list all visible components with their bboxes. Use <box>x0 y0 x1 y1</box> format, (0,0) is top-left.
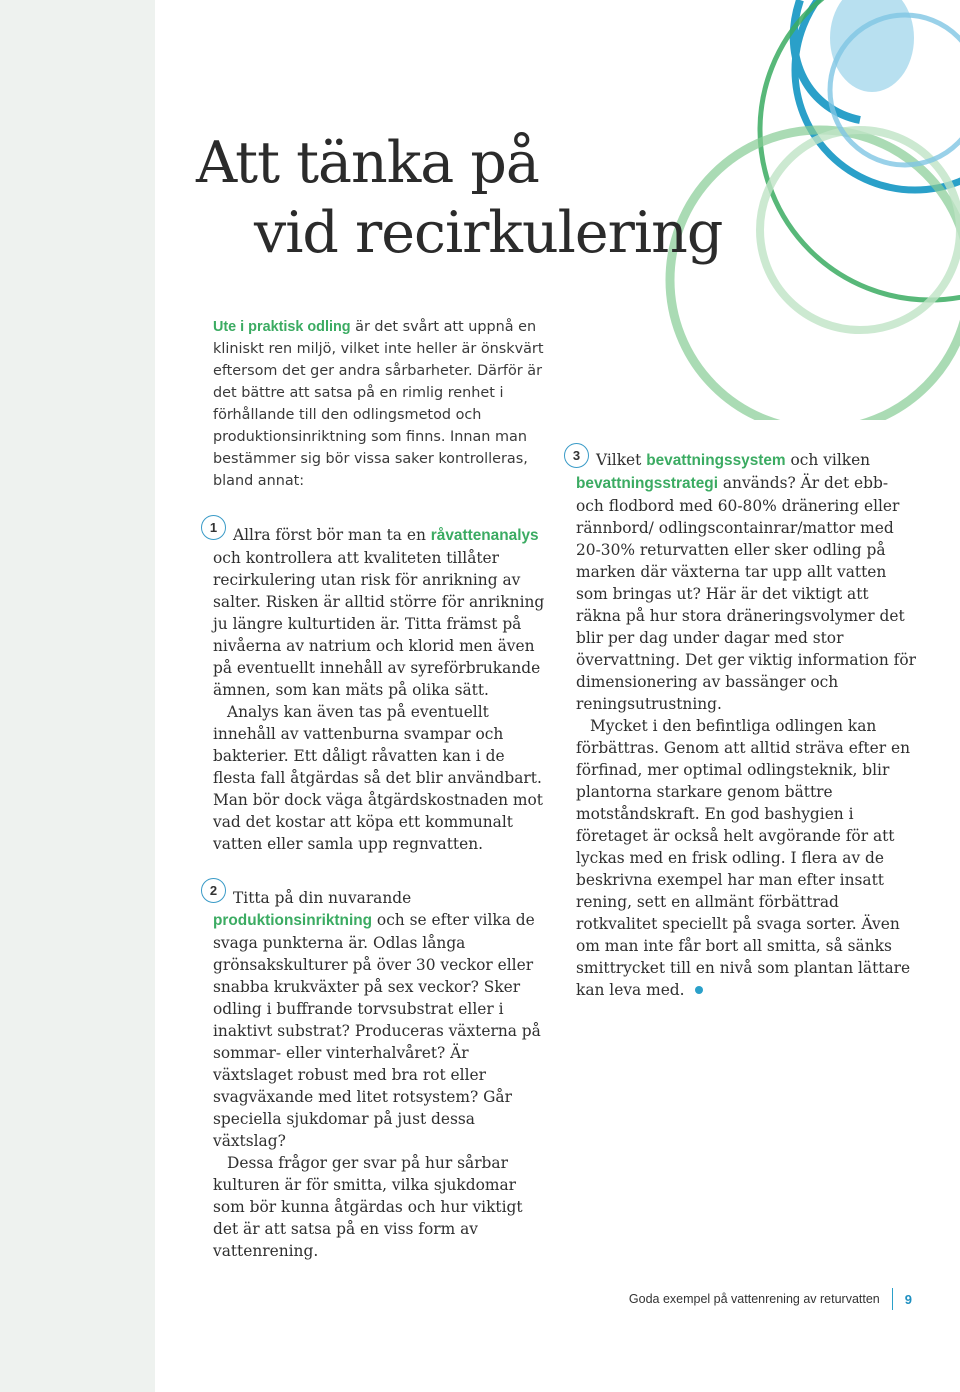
page-number: 9 <box>904 1291 912 1307</box>
title-line-2: vid recirkulering <box>254 200 723 266</box>
section-1-post: och kontrollera att kvaliteten tillåter recirkulering utan risk för anrikning av salter. Risken är alltid större för anrikning ju längre kulturtiden är. Titta främst på nivåerna av natrium och klorid men även på eventuellt innehåll av syreförbrukande ämnen, som kan mäts på olika sätt. <box>213 549 545 699</box>
end-mark-dot-icon <box>695 986 703 994</box>
section-3-keyword-1: bevattningssystem <box>646 452 786 469</box>
section-2-number-badge: 2 <box>201 878 226 903</box>
intro-paragraph <box>213 316 551 492</box>
left-column <box>209 316 551 1262</box>
footer-divider <box>892 1288 893 1310</box>
right-column <box>572 448 916 1001</box>
intro-text: är det svårt att uppnå en kliniskt ren miljö, vilket inte heller är önskvärt eftersom det ger andra sårbarheter. Därför är det bättre att satsa på en rimlig renhet i förhållande till den odlingsmetod och produktionsinriktning som finns. Innan man bestämmer sig bör vissa saker kontrolleras, bland annat: <box>213 319 544 489</box>
section-3-paragraph-1 <box>576 449 916 715</box>
section-1-paragraph-1 <box>213 524 551 701</box>
section-3-post: används? Är det ebb- och flodbord med 60-80% dränering eller rännbord/ odlingscontainrar/mattor med 20-30% returvatten eller sker odling på marken där växterna tar upp allt vatten som bringas ut? Här är det viktigt att räkna på hur stora dräneringsvolymer det blir per dag under dagar med stor övervattning. Det ger viktig information för dimensionering av bassänger och reningsutrustning. <box>576 474 916 713</box>
section-2-paragraph-2: Dessa frågor ger svar på hur sårbar kulturen är för smitta, vilka sjukdomar som bör kunna åtgärdas och hur viktigt det är att satsa på en viss form av vattenrening. <box>213 1154 523 1260</box>
section-3-keyword-2: bevattningsstrategi <box>576 475 718 492</box>
section-3-number-badge: 3 <box>564 443 589 468</box>
section-1 <box>209 520 551 855</box>
page-footer <box>629 1288 912 1310</box>
section-2-paragraph-1 <box>213 887 551 1152</box>
section-1-paragraph-2: Analys kan även tas på eventuellt innehåll av vattenburna svampar och bakterier. Ett dåligt råvatten kan i de flesta fall åtgärdas så det blir användbart. Man bör dock väga åtgärdskostnaden mot vad det kostar att köpa ett kommunalt vatten eller samla upp regnvatten. <box>213 703 543 853</box>
section-3-p2-text: Mycket i den befintliga odlingen kan förbättras. Genom att alltid sträva efter en förfinad, mer optimal odlingsteknik, blir plantorna starkare genom bättre motståndskraft. En god bashygien i företaget är också helt avgörande för att lyckas med en frisk odling. I flera av de beskrivna exempel har man efter insatt rening, sett en allmänt förbättrad rotkvalitet speciellt på svaga sorter. Även om man inte får bort all smitta, så sänks smittrycket till en nivå som plantan lättare kan leva med. <box>576 717 911 999</box>
section-2 <box>209 883 551 1262</box>
page-title <box>196 128 722 268</box>
section-3-paragraph-2 <box>576 715 916 1001</box>
title-line-1: Att tänka på <box>196 130 539 196</box>
section-1-number-badge: 1 <box>201 515 226 540</box>
section-2-post: och se efter vilka de svaga punkterna är. Odlas långa grönsakskulturer på över 30 veckor eller snabba krukväxter på sex veckor? Sker odling i buffrande torvsubstrat eller i inaktivt substrat? Produceras växterna på sommar- eller vinterhalvåret? Är växtslaget robust med bra rot eller svagväxande med litet rotsystem? Går speciella sjukdomar på just dessa växtslag? <box>213 911 541 1150</box>
section-1-pre: Allra först bör man ta en <box>233 526 431 544</box>
section-2-pre: Titta på din nuvarande <box>233 889 412 907</box>
section-3-pre: Vilket <box>596 451 647 469</box>
intro-lead: Ute i praktisk odling <box>213 319 351 335</box>
section-3 <box>572 448 916 1001</box>
footer-publication-title: Goda exempel på vattenrening av returvatten <box>628 1292 880 1306</box>
left-sidebar-band <box>0 0 155 1392</box>
section-3-mid: och vilken <box>785 451 871 469</box>
section-1-keyword: råvattenanalys <box>430 527 539 544</box>
section-2-keyword: produktionsinriktning <box>213 912 373 929</box>
